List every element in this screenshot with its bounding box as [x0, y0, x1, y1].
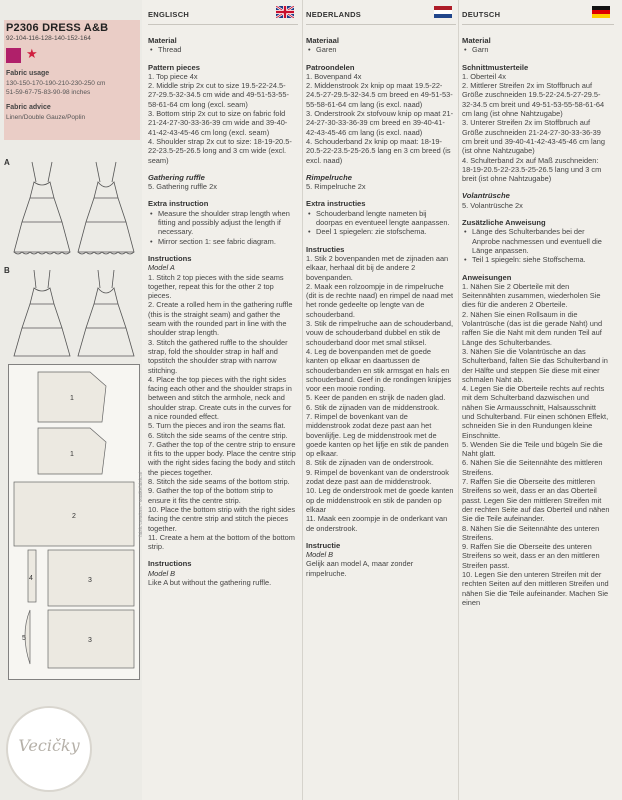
instructions-b-heading: Instructie	[306, 540, 341, 550]
step-10: 10. Leg de onderstrook met de goede kanten op de middenstrook en stik de panden op elkaar	[306, 486, 454, 514]
heading-rule	[306, 24, 456, 25]
german-body	[462, 30, 610, 607]
step-5: 5. Wenden Sie die Teile und bügeln Sie die Naht glatt.	[462, 439, 603, 459]
model-a-label: A	[4, 158, 10, 167]
column-divider	[458, 0, 459, 800]
material-item: • Garn	[462, 45, 610, 54]
pattern-piece-1: 1. Bovenpand 4x	[306, 71, 362, 81]
nl-flag-icon	[434, 6, 452, 18]
pattern-pieces-heading: Patroondelen	[306, 62, 355, 72]
piece-1b-label: 1	[70, 451, 74, 458]
material-item: • Thread	[148, 45, 296, 54]
extra-instruction-heading: Extra instructies	[306, 199, 366, 209]
step-4: 4. Legen Sie die Oberteile rechts auf rechts mit dem Schulterband dazwischen und nähen Sie Armausschnitt, Halsausschnitt und Schulterband. Für einen schönen Effekt, schneiden Sie in den Rundungen kleine Einschnitte.	[462, 384, 609, 440]
heading-rule	[462, 24, 614, 25]
side-note: fabric creations - Maaikefabric.nl	[138, 472, 143, 537]
step-11: 11. Maak een zoompje in de onderkant van de onderstrook.	[306, 514, 448, 533]
column-divider	[302, 0, 303, 800]
dress-drawings	[12, 160, 142, 360]
pattern-piece-5: 5. Volantrüsche 2x	[462, 200, 523, 210]
instructions-heading: Anweisungen	[462, 272, 512, 282]
piece-1-label: 1	[70, 395, 74, 402]
dress-a-front	[14, 162, 70, 254]
de-flag-icon	[592, 6, 610, 18]
step-9: 9. Gather the top of the bottom strip to ensure it fits the centre strip.	[148, 486, 273, 505]
step-5: 5. Turn the pieces and iron the seams flat.	[148, 421, 286, 431]
pattern-piece-3: 3. Unterer Streifen 2x im Stoffbruch auf Größe zuschneiden 21-24-27-30-33-36-39 cm breit und 39-40-41-42-43-45-46 cm lang (ist ohne Nahtzugabe)	[462, 118, 605, 156]
extra-instruction-heading: Zusätzliche Anweisung	[462, 218, 546, 228]
instructions-b-heading: Instructions	[148, 559, 192, 569]
pattern-piece-2: 2. Middenstrook 2x knip op maat 19.5-22-24.5-27-29.5-32-34.5 cm breed en 49-51-53-55-58-61-64 cm lang (is excl. naad)	[306, 81, 453, 109]
extra-item-1: • Measure the shoulder strap length when fitting and possibly adjust the length if necessary.	[148, 209, 296, 237]
pattern-piece-2: 2. Mittlerer Streifen 2x im Stoffbruch auf Größe zuschneiden 19.5-22-24.5-27-29.5-32-34.5 cm breit und 49-51-53-55-58-61-64 cm lang (ist ohne Nahtzugabe)	[462, 81, 605, 119]
model-a-subheading: Model A	[148, 263, 175, 273]
german-column	[462, 0, 614, 800]
extra-item-2: • Deel 1 spiegelen: zie stofschema.	[306, 227, 454, 236]
fabric-usage-cm: 130-150-170-190-210-230-250 cm	[6, 80, 106, 87]
model-b-text: Gelijk aan model A, maar zonder rimpelruche.	[306, 559, 414, 578]
material-item: • Garen	[306, 45, 454, 54]
step-5: 5. Keer de panden en strijk de naden glad.	[306, 393, 446, 403]
step-10: 10. Legen Sie den unteren Streifen mit der rechten Seiten auf den mittleren Streifen und nähen Sie die Teile aufeinander. Machen Sie einen	[462, 570, 609, 607]
english-body	[148, 30, 296, 587]
gathering-heading: Volantrüsche	[462, 191, 510, 201]
step-7: 7. Gather the top of the centre strip to ensure it fits to the upper body. Place the centre strip with the right sides facing the body and stitch the pieces together.	[148, 439, 296, 477]
instructions-heading: Instructions	[148, 253, 192, 263]
step-2: 2. Maak een rolzoompje in de rimpelruche (dit is de rechte naad) en rimpel de naad met het ronde gedeelte op lengte van de schouderband.	[306, 281, 454, 319]
step-8: 8. Stik de zijnaden van de onderstrook.	[306, 458, 434, 468]
piece-4-label: 4	[29, 575, 33, 582]
pattern-pieces-heading: Schnittmusterteile	[462, 62, 529, 72]
step-11: 11. Create a hem at the bottom of the bottom strip.	[148, 532, 295, 552]
pattern-piece-3: 3. Onderstrook 2x stofvouw knip op maat 21-24-27-30-33-36-39 cm breed en 39-40-41-42-43-45-46 cm lang (is excl. naad)	[306, 109, 454, 137]
pattern-piece-1: 1. Oberteil 4x	[462, 71, 506, 81]
extra-instruction-heading: Extra instruction	[148, 199, 209, 209]
pattern-piece-2: 2. Middle strip 2x cut to size 19.5-22-24.5-27-29.5-32-34.5 cm wide and 49-51-53-55-58-61-64 cm long (excl. seam)	[148, 81, 289, 109]
dutch-column	[306, 0, 456, 800]
step-3: 3. Nähen Sie die Volantrüsche an das Schulterband, falten Sie das Schulterband in der Hälfte und steppen Sie diese mit einer schmalen Naht ab.	[462, 346, 608, 384]
logo-text: Vecičky	[18, 736, 80, 755]
pattern-piece-5: 5. Gathering ruffle 2x	[148, 182, 217, 192]
step-2: 2. Create a rolled hem in the gathering ruffle (this is the straight seam) and gather the seam with the rounded part in line with the shoulder strap length.	[148, 300, 293, 338]
dutch-heading: NEDERLANDS	[306, 10, 362, 19]
english-column	[148, 0, 298, 800]
heading-rule	[148, 24, 298, 25]
fabric-advice-heading: Fabric advice	[6, 104, 51, 111]
step-10: 10. Place the bottom strip with the right sides facing the centre strip and stitch the pieces together.	[148, 504, 296, 533]
pattern-piece-5: 5. Rimpelruche 2x	[306, 182, 366, 192]
step-3: 3. Stik de rimpelruche aan de schouderband, vouw de schouderband dubbel en stik de schouderband door met smal stiksel.	[306, 319, 454, 347]
pattern-title: P2306 DRESS A&B	[6, 22, 109, 34]
step-1: 1. Nähen Sie 2 Oberteile mit den Seitennähten zusammen, wiederholen Sie dies für die anderen 2 Oberteile.	[462, 281, 601, 310]
step-3: 3. Stitch the gathered ruffle to the shoulder strap, fold the shoulder strap in half and topstitch the shoulder strap with narrow stitching.	[148, 337, 288, 375]
step-4: 4. Leg de bovenpanden met de goede kanten op elkaar en daartussen de schouderbanden en stik armsgat en hals en schouderband. Geef in de rondingen knipjes voor een mooie ronding.	[306, 346, 452, 394]
pattern-piece-3: 3. Bottom strip 2x cut to size on fabric fold 21-24-27-30-33-36-39 cm wide and 39-40-41-42-43-45-46 cm long (excl. seam)	[148, 109, 288, 137]
pattern-piece-4: 4. Shoulder strap 2x cut to size: 18-19-20.5-22-23.5-25-26.5 long and 3 cm wide (excl. seam)	[148, 136, 292, 165]
dutch-body	[306, 30, 454, 578]
step-6: 6. Nähen Sie die Seitennähte des mittleren Streifens.	[462, 458, 603, 477]
step-2: 2. Nähen Sie einen Rollsaum in die Volantrüsche (das ist die gerade Naht) und raffen Sie die Naht mit dem runden Teil auf Länge des Schulterbandes.	[462, 309, 603, 347]
material-heading: Material	[148, 36, 177, 45]
extra-item-2: • Mirror section 1: see fabric diagram.	[148, 237, 296, 246]
model-b-subheading: Model B	[148, 568, 176, 578]
step-1: 1. Stitch 2 top pieces with the side seams together, repeat this for the other 2 top pieces.	[148, 272, 284, 301]
gathering-heading: Gathering ruffle	[148, 172, 205, 182]
extra-item-2: • Teil 1 spiegeln: siehe Stoffschema.	[462, 255, 610, 264]
step-6: 6. Stitch the side seams of the centre strip.	[148, 430, 288, 440]
vecicky-logo	[6, 706, 92, 792]
pattern-sizes: 92-104-116-128-140-152-164	[6, 35, 91, 42]
instructions-heading: Instructies	[306, 244, 345, 254]
pattern-piece-4: 4. Schouderband 2x knip op maat: 18-19-20.5-22-23.5-25-26.5 lang en 3 cm breed (is excl. naad)	[306, 136, 451, 165]
pattern-piece-1: 1. Top piece 4x	[148, 71, 198, 81]
step-7: 7. Rimpel de bovenkant van de middenstrook zodat deze past aan het bovenlijfje. Leg de middenstrook met de goede kanten op het lijfje en stik de panden op elkaar.	[306, 411, 449, 459]
pattern-pieces-heading: Pattern pieces	[148, 62, 200, 72]
model-b-label: B	[4, 266, 10, 275]
step-8: 8. Nähen Sie die Seitennähte des unteren Streifens.	[462, 523, 600, 542]
pattern-piece-4: 4. Schulterband 2x auf Maß zuschneiden: 18-19-20.5-22-23.5-25-26.5 lang und 3 cm breit (ist ohne Nahtzugabe)	[462, 155, 602, 184]
left-info-column	[0, 0, 142, 800]
fabric-usage-heading: Fabric usage	[6, 70, 50, 77]
extra-item-1: • Länge des Schulterbandes bei der Anprobe nachmessen und eventuell die Länge anpassen.	[462, 227, 610, 255]
fabric-icon	[6, 48, 21, 63]
fabric-layout-diagram	[8, 364, 140, 680]
fabric-advice: Linen/Double Gauze/Poplin	[6, 114, 86, 121]
german-heading: DEUTSCH	[462, 10, 501, 19]
dress-a-back	[78, 162, 134, 254]
dress-b-front	[14, 270, 70, 356]
step-6: 6. Stik de zijnaden van de middenstrook.	[306, 402, 440, 412]
extra-item-1: • Schouderband lengte nameten bij doorpas en eventueel lengte aanpassen.	[306, 209, 454, 228]
uk-flag-icon	[276, 6, 294, 18]
piece-3-label: 3	[88, 577, 92, 584]
model-b-text: Like A but without the gathering ruffle.	[148, 578, 272, 588]
star-icon: ★	[26, 46, 38, 61]
piece-2-label: 2	[72, 513, 76, 520]
material-heading: Material	[462, 36, 491, 45]
english-heading: ENGLISCH	[148, 10, 190, 19]
model-b-subheading: Model B	[306, 550, 334, 560]
step-1: 1. Stik 2 bovenpanden met de zijnaden aan elkaar, herhaal dit bij de andere 2 bovenpanden.	[306, 253, 449, 282]
step-9: 9. Raffen Sie die Oberseite des unteren Streifens so weit, dass er an den mittleren Streifen passt.	[462, 542, 600, 570]
step-8: 8. Stitch the side seams of the bottom strip.	[148, 477, 290, 487]
step-9: 9. Rimpel de bovenkant van de onderstrook zodat deze past aan de middenstrook.	[306, 467, 449, 487]
step-4: 4. Place the top pieces with the right sides facing each other and the shoulder straps in between and stitch the armhole, neck and shoulder strap. Create cuts in the curves for a nice rounded effect.	[148, 374, 292, 421]
fabric-usage-inches: 51-59-67-75-83-90-98 inches	[6, 89, 91, 96]
piece-3b-label: 3	[88, 637, 92, 644]
step-7: 7. Raffen Sie die Oberseite des mittleren Streifens so weit, dass er an das Oberteil passt. Legen Sie den mittleren Streifen mit der rechten Seite auf das Oberteil und nähen Sie die Teile aufeinander.	[462, 477, 610, 524]
material-heading: Materiaal	[306, 36, 339, 45]
dress-b-back	[78, 270, 134, 356]
piece-5-label: 5	[22, 635, 26, 642]
gathering-heading: Rimpelruche	[306, 172, 352, 182]
